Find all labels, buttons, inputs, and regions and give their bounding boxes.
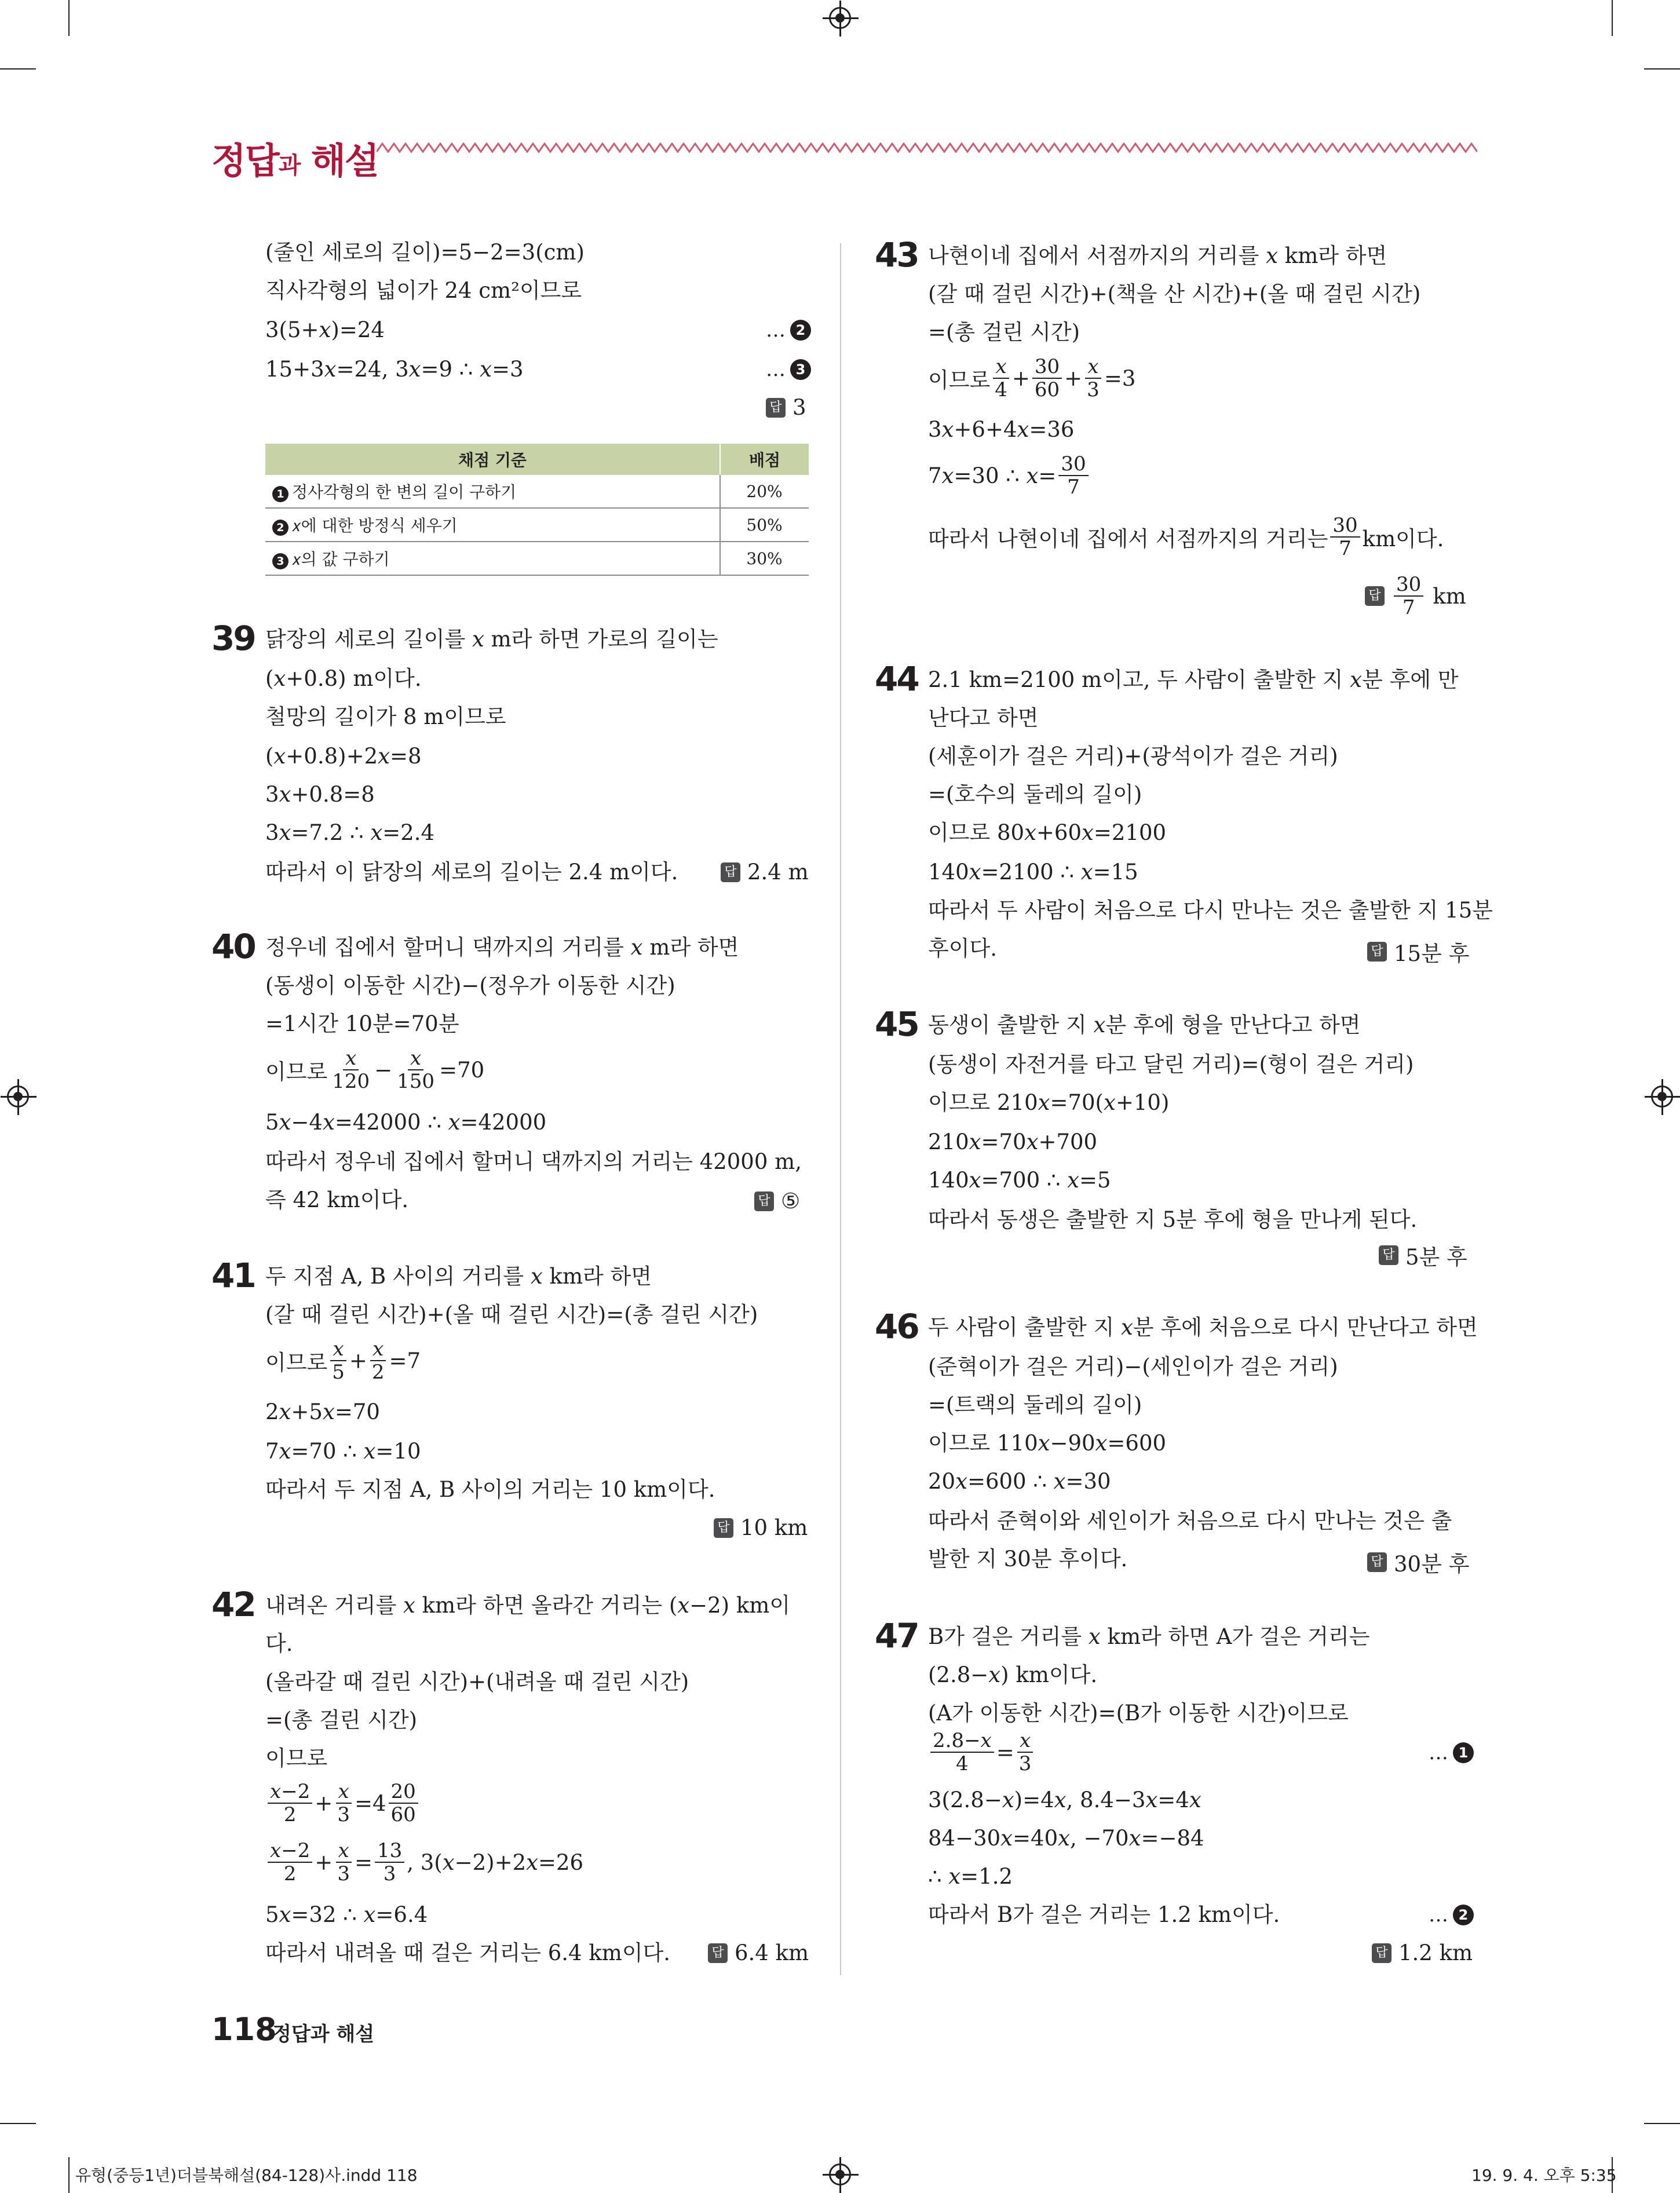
answer [1367, 936, 1469, 967]
denominator: 3 [1018, 1752, 1032, 1775]
numerator: 𝑥 [370, 1338, 386, 1361]
answer-icon: 답 [766, 398, 786, 418]
operator: + [1064, 366, 1083, 391]
step-number-icon: 2 [1453, 1905, 1474, 1925]
text-line: 5𝑥−4𝑥=42000 ∴ 𝑥=42000 [265, 1110, 547, 1135]
denominator: 4 [995, 378, 1007, 401]
text-line: (올라갈 때 걸린 시간)+(내려올 때 걸린 시간) [265, 1669, 689, 1694]
answer-value: 6.4 km [735, 1940, 809, 1965]
text-line: (2.8−𝑥) km이다. [928, 1662, 1098, 1687]
equation-row [265, 1338, 421, 1383]
answer-value: 10 km [740, 1515, 808, 1540]
operator: + [1011, 366, 1030, 391]
table-row [265, 508, 809, 542]
crop-mark [1644, 68, 1680, 70]
registration-mark-icon [829, 7, 851, 29]
ellipsis-icon: … [1429, 1741, 1448, 1764]
fraction [389, 1781, 418, 1826]
crop-mark [1644, 2123, 1680, 2124]
problem-number: 42 [211, 1585, 255, 1624]
fraction [1058, 453, 1088, 498]
equation-row [265, 1840, 583, 1885]
numerator: 𝑥 [330, 1338, 346, 1361]
denominator: 2 [283, 1803, 297, 1826]
answer-icon: 답 [721, 862, 740, 882]
text-line: 3𝑥+6+4𝑥=36 [928, 417, 1075, 442]
denominator: 60 [390, 1803, 416, 1826]
fraction [1084, 356, 1102, 401]
numerator: 30 [1058, 453, 1088, 476]
text-line: ∴ 𝑥=1.2 [928, 1864, 1013, 1889]
text-fragment: =3 [1104, 366, 1136, 391]
fraction [335, 1781, 352, 1826]
text-line: 5𝑥=32 ∴ 𝑥=6.4 [265, 1902, 428, 1927]
denominator: 60 [1034, 378, 1060, 401]
denominator: 3 [1087, 378, 1100, 401]
fraction [268, 1840, 312, 1885]
numerator: 𝑥 [1085, 356, 1101, 379]
fraction [335, 1840, 352, 1885]
logo-text-small: 과 [278, 152, 300, 179]
criterion-text: 𝑥에 대한 방정식 세우기 [292, 516, 458, 535]
table-cell [265, 542, 720, 575]
text-line: 140𝑥=700 ∴ 𝑥=5 [928, 1168, 1111, 1193]
text-line: 이므로 210𝑥=70(𝑥+10) [928, 1090, 1170, 1115]
equation-row [265, 1047, 484, 1092]
text-line: 정우네 집에서 할머니 댁까지의 거리를 𝑥 m라 하면 [265, 935, 739, 960]
text-line: 15+3𝑥=24, 3𝑥=9 ∴ 𝑥=3 [265, 357, 524, 382]
text-line: 이므로 [265, 1746, 328, 1771]
fraction [1032, 356, 1062, 401]
table-row [265, 475, 809, 508]
text-line: =(총 걸린 시간) [928, 320, 1080, 345]
text-line: 이므로 80𝑥+60𝑥=2100 [928, 820, 1167, 845]
problem-number: 41 [211, 1256, 255, 1295]
ellipsis-icon: … [766, 319, 786, 342]
table-header: 배점 [720, 444, 809, 475]
text-fragment: 이므로 [265, 1059, 328, 1084]
fraction [375, 1840, 404, 1885]
column-divider [840, 243, 841, 1975]
text-line: 두 사람이 출발한 지 𝑥분 후에 처음으로 다시 만난다고 하면 [928, 1315, 1478, 1340]
numerator: 𝑥 [1017, 1730, 1033, 1753]
denominator: 5 [332, 1361, 345, 1384]
answer-icon: 답 [1365, 586, 1385, 606]
crop-mark [68, 2157, 70, 2193]
answer-icon: 답 [1372, 1943, 1392, 1963]
fraction [992, 356, 1010, 401]
text-fragment: 7𝑥=30 ∴ 𝑥= [928, 463, 1057, 488]
answer [1365, 573, 1466, 619]
denominator: 7 [1402, 596, 1415, 619]
fraction [1017, 1730, 1034, 1775]
grading-table [265, 444, 809, 576]
numerator: 2.8−𝑥 [930, 1730, 994, 1753]
text-line: 210𝑥=70𝑥+700 [928, 1130, 1098, 1154]
numerator: 30 [1330, 514, 1360, 538]
answer-icon: 답 [708, 1943, 728, 1963]
answer-icon: 답 [714, 1518, 733, 1538]
fraction [330, 1338, 347, 1383]
table-cell [265, 475, 720, 508]
text-line: B가 걸은 거리를 𝑥 km라 하면 A가 걸은 거리는 [928, 1624, 1370, 1649]
answer [721, 860, 809, 884]
answer-value: 15분 후 [1394, 941, 1470, 966]
text-line: 3𝑥+0.8=8 [265, 782, 375, 807]
logo-text-main: 정답 [211, 140, 279, 182]
operator: + [315, 1790, 333, 1816]
numerator: 𝑥−2 [268, 1840, 312, 1863]
denominator: 3 [337, 1862, 350, 1885]
text-line: 3(2.8−𝑥)=4𝑥, 8.4−3𝑥=4𝑥 [928, 1788, 1201, 1812]
table-cell [265, 508, 720, 542]
step-number-icon: 3 [272, 553, 288, 569]
fraction [1394, 573, 1423, 619]
text-line: 직사각형의 넓이가 24 cm²이므로 [265, 278, 582, 303]
ellipsis-icon: … [1429, 1903, 1448, 1927]
text-line: 동생이 출발한 지 𝑥분 후에 형을 만난다고 하면 [928, 1013, 1361, 1037]
problem-number: 47 [875, 1616, 918, 1655]
table-cell: 50% [720, 508, 809, 542]
fraction [1330, 514, 1360, 560]
equation-row [265, 1781, 421, 1826]
text-line: 내려온 거리를 𝑥 km라 하면 올라간 거리는 (𝑥−2) km이 [265, 1593, 791, 1618]
text-line: 다. [265, 1631, 293, 1656]
text-line: 두 지점 A, B 사이의 거리를 𝑥 km라 하면 [265, 1264, 652, 1289]
problem-number: 45 [875, 1004, 918, 1044]
text-line: (줄인 세로의 길이)=5−2=3(cm) [265, 240, 585, 265]
denominator: 150 [397, 1070, 435, 1093]
criterion-text: 정사각형의 한 변의 길이 구하기 [292, 483, 517, 502]
problem-number: 44 [875, 659, 918, 699]
answer [754, 1189, 800, 1214]
text-line: 3𝑥=7.2 ∴ 𝑥=2.4 [265, 820, 435, 845]
ellipsis-icon: … [766, 358, 786, 381]
text-line: 84−30𝑥=40𝑥, −70𝑥=−84 [928, 1826, 1204, 1851]
numerator: 𝑥 [993, 356, 1009, 379]
text-line: 따라서 B가 걸은 거리는 1.2 km이다. [928, 1902, 1280, 1927]
denominator: 2 [371, 1361, 385, 1384]
numerator: 30 [1394, 573, 1423, 597]
fraction [930, 1730, 994, 1775]
registration-mark-icon [7, 1085, 29, 1108]
denominator: 4 [956, 1752, 969, 1775]
logo-text-tail: 해설 [311, 140, 378, 182]
text-line: (A가 이동한 시간)=(B가 이동한 시간)이므로 [928, 1701, 1349, 1726]
crop-mark [68, 0, 70, 36]
answer [708, 1940, 809, 1965]
answer-value: ⑤ [781, 1189, 801, 1214]
operator: = [996, 1739, 1014, 1765]
header-zigzag-rule [377, 141, 1477, 155]
operator: + [315, 1850, 333, 1875]
crop-mark [0, 68, 36, 70]
text-line: 따라서 이 닭장의 세로의 길이는 2.4 m이다. [265, 860, 678, 884]
denominator: 120 [332, 1070, 370, 1093]
answer-value: 30분 후 [1394, 1552, 1470, 1577]
text-fragment: = [354, 1850, 372, 1875]
answer [1367, 1547, 1469, 1578]
text-line: 3(5+𝑥)=24 [265, 317, 385, 342]
text-line: 2𝑥+5𝑥=70 [265, 1399, 380, 1424]
criterion-text: 𝑥의 값 구하기 [292, 550, 390, 569]
registration-mark-icon [1651, 1085, 1673, 1108]
text-line: 따라서 동생은 출발한 지 5분 후에 형을 만나게 된다. [928, 1207, 1418, 1232]
text-fragment: =4 [354, 1790, 386, 1816]
problem-number: 43 [875, 235, 918, 275]
answer-value: 2.4 m [747, 860, 809, 884]
text-line: 2.1 km=2100 m이고, 두 사람이 출발한 지 𝑥분 후에 만 [928, 667, 1459, 692]
equation-row [928, 514, 1444, 560]
text-line: 140𝑥=2100 ∴ 𝑥=15 [928, 860, 1138, 884]
table-header: 채점 기준 [265, 444, 720, 475]
step-marker [1429, 1741, 1474, 1764]
table-cell: 20% [720, 475, 809, 508]
equation-row [928, 356, 1135, 401]
table-cell: 30% [720, 542, 809, 575]
denominator: 3 [337, 1803, 350, 1826]
denominator: 7 [1339, 537, 1352, 560]
text-line: =(호수의 둘레의 길이) [928, 782, 1142, 807]
answer-value: 5분 후 [1405, 1245, 1467, 1270]
registration-mark-icon [829, 2163, 851, 2185]
denominator: 7 [1067, 476, 1080, 499]
text-fragment: 이므로 [928, 368, 991, 393]
answer [1379, 1240, 1467, 1271]
page-number: 118 [211, 2011, 277, 2048]
text-line: 따라서 정우네 집에서 할머니 댁까지의 거리는 42000 m, [265, 1149, 802, 1174]
text-line: (동생이 이동한 시간)−(정우가 이동한 시간) [265, 973, 675, 998]
text-line: 이므로 110𝑥−90𝑥=600 [928, 1431, 1167, 1456]
text-line: 따라서 내려올 때 걸은 거리는 6.4 km이다. [265, 1940, 671, 1965]
numerator: 20 [389, 1781, 418, 1804]
text-line: (준혁이가 걸은 거리)−(세인이가 걸은 거리) [928, 1354, 1338, 1379]
slug-date: 19. 9. 4. 오후 5:35 [1471, 2166, 1617, 2185]
answer-icon: 답 [1379, 1245, 1398, 1265]
text-line: (동생이 자전거를 타고 달린 거리)=(형이 걸은 거리) [928, 1052, 1414, 1077]
text-line: (세훈이가 걸은 거리)+(광석이가 걸은 거리) [928, 744, 1338, 769]
numerator: 13 [375, 1840, 404, 1863]
answer-icon: 답 [754, 1191, 774, 1211]
step-number-icon: 1 [1453, 1742, 1474, 1763]
text-fragment: 따라서 나현이네 집에서 서점까지의 거리는 [928, 527, 1328, 551]
equation-row [928, 1730, 1036, 1775]
problem-number: 39 [211, 619, 255, 658]
answer [766, 395, 806, 420]
text-line: 후이다. [928, 936, 997, 961]
text-line: 7𝑥=70 ∴ 𝑥=10 [265, 1439, 421, 1464]
text-fragment: =70 [439, 1057, 485, 1083]
step-number-icon: 1 [272, 486, 288, 502]
numerator: 𝑥 [408, 1047, 423, 1070]
text-line: 철망의 길이가 8 m이므로 [265, 704, 506, 729]
numerator: 𝑥 [336, 1840, 352, 1863]
step-number-icon: 2 [272, 520, 288, 536]
section-logo [211, 132, 378, 184]
table-row [265, 542, 809, 575]
text-line: 따라서 준혁이와 세인이가 처음으로 다시 만나는 것은 출 [928, 1508, 1452, 1533]
text-line: 즉 42 km이다. [265, 1187, 409, 1212]
denominator: 2 [283, 1862, 297, 1885]
numerator: 𝑥 [336, 1781, 352, 1804]
text-line: 따라서 두 사람이 처음으로 다시 만나는 것은 출발한 지 15분 [928, 898, 1493, 923]
slug-filename: 유형(중등1년)더블북해설(84-128)사.indd 118 [75, 2166, 418, 2185]
text-line: 발한 지 30분 후이다. [928, 1547, 1128, 1571]
step-number-icon: 3 [790, 359, 811, 380]
denominator: 3 [383, 1862, 396, 1885]
answer-value: 1.2 km [1398, 1940, 1473, 1965]
fraction [370, 1338, 387, 1383]
footer-label: 정답과 해설 [272, 2023, 375, 2046]
text-line: 따라서 두 지점 A, B 사이의 거리는 10 km이다. [265, 1477, 715, 1502]
text-line: 닭장의 세로의 길이를 𝑥 m라 하면 가로의 길이는 [265, 627, 718, 652]
fraction [330, 1047, 372, 1092]
crop-mark [1612, 0, 1613, 36]
answer-icon: 답 [1367, 942, 1387, 962]
numerator: 30 [1032, 356, 1062, 379]
step-marker [766, 358, 811, 381]
text-line: (𝑥+0.8)+2𝑥=8 [265, 744, 422, 769]
problem-number: 46 [875, 1307, 918, 1346]
answer [714, 1515, 808, 1540]
answer [1372, 1940, 1473, 1965]
fraction [268, 1781, 312, 1826]
text-fragment: 이므로 [265, 1350, 328, 1375]
text-fragment: km이다. [1362, 527, 1444, 551]
answer-value: 3 [792, 395, 806, 420]
step-number-icon: 2 [790, 320, 811, 341]
text-line: (갈 때 걸린 시간)+(책을 산 시간)+(올 때 걸린 시간) [928, 282, 1421, 306]
operator: + [349, 1348, 367, 1373]
equation-row [928, 453, 1091, 498]
operator: − [374, 1057, 393, 1083]
step-marker [1429, 1903, 1474, 1927]
text-line: 난다고 하면 [928, 706, 1039, 730]
text-line: =1시간 10분=70분 [265, 1011, 459, 1036]
text-line: =(총 걸린 시간) [265, 1708, 418, 1733]
numerator: 𝑥 [343, 1047, 359, 1070]
step-marker [766, 319, 811, 342]
text-line: (𝑥+0.8) m이다. [265, 666, 422, 691]
fraction [395, 1047, 437, 1092]
answer-value: km [1433, 583, 1466, 609]
text-line: =(트랙의 둘레의 길이) [928, 1392, 1142, 1417]
text-line: (갈 때 걸린 시간)+(올 때 걸린 시간)=(총 걸린 시간) [265, 1302, 758, 1327]
crop-mark [0, 2123, 36, 2124]
numerator: 𝑥−2 [268, 1781, 312, 1804]
text-line: 20𝑥=600 ∴ 𝑥=30 [928, 1469, 1111, 1494]
text-fragment: , 3(𝑥−2)+2𝑥=26 [407, 1850, 584, 1875]
answer-icon: 답 [1367, 1552, 1387, 1572]
text-fragment: =7 [389, 1348, 421, 1373]
text-line: 나현이네 집에서 서점까지의 거리를 𝑥 km라 하면 [928, 243, 1387, 268]
problem-number: 40 [211, 927, 255, 966]
